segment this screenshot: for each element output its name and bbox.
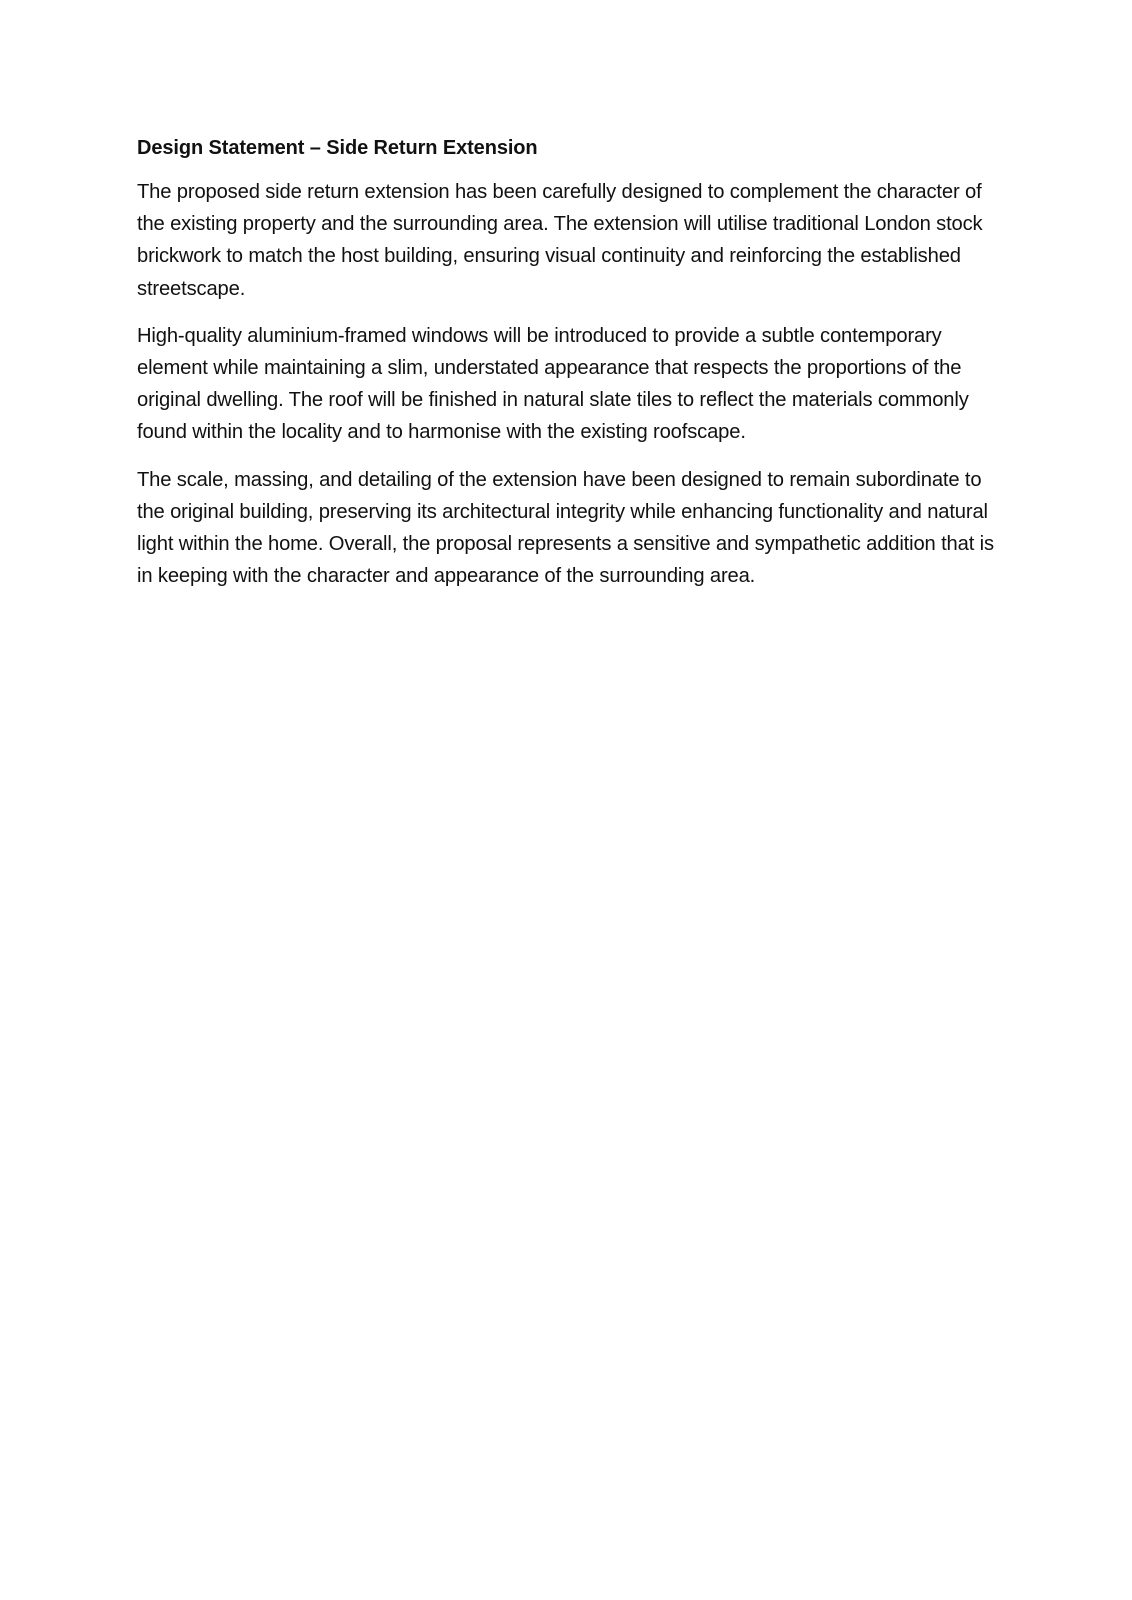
document-title: Design Statement – Side Return Extension <box>137 137 538 159</box>
paragraph-windows-roof: High-quality aluminium-framed windows will be introduced to provide a subtle contemporary element while maintaining a slim, understated appearance that respects the proportions of the original dwelling. The roof will be finished in natural slate tiles to reflect the materials commonly found within the locality and to harmonise with the existing roofscape. <box>137 324 969 444</box>
paragraph-materials: The proposed side return extension has been carefully designed to complement the character of the existing property and the surrounding area. The extension will utilise traditional London stock brickwork to match the host building, ensuring visual continuity and reinforcing the established streetscape. <box>137 181 983 300</box>
paragraph-scale-massing: The scale, massing, and detailing of the extension have been designed to remain subordinate to the original building, preserving its architectural integrity while enhancing functionality and natural light within the home. Overall, the proposal represents a sensitive and sympathetic addition that is in keeping with the character and appearance of the surrounding area. <box>137 468 994 588</box>
document-body <box>137 134 1007 607</box>
